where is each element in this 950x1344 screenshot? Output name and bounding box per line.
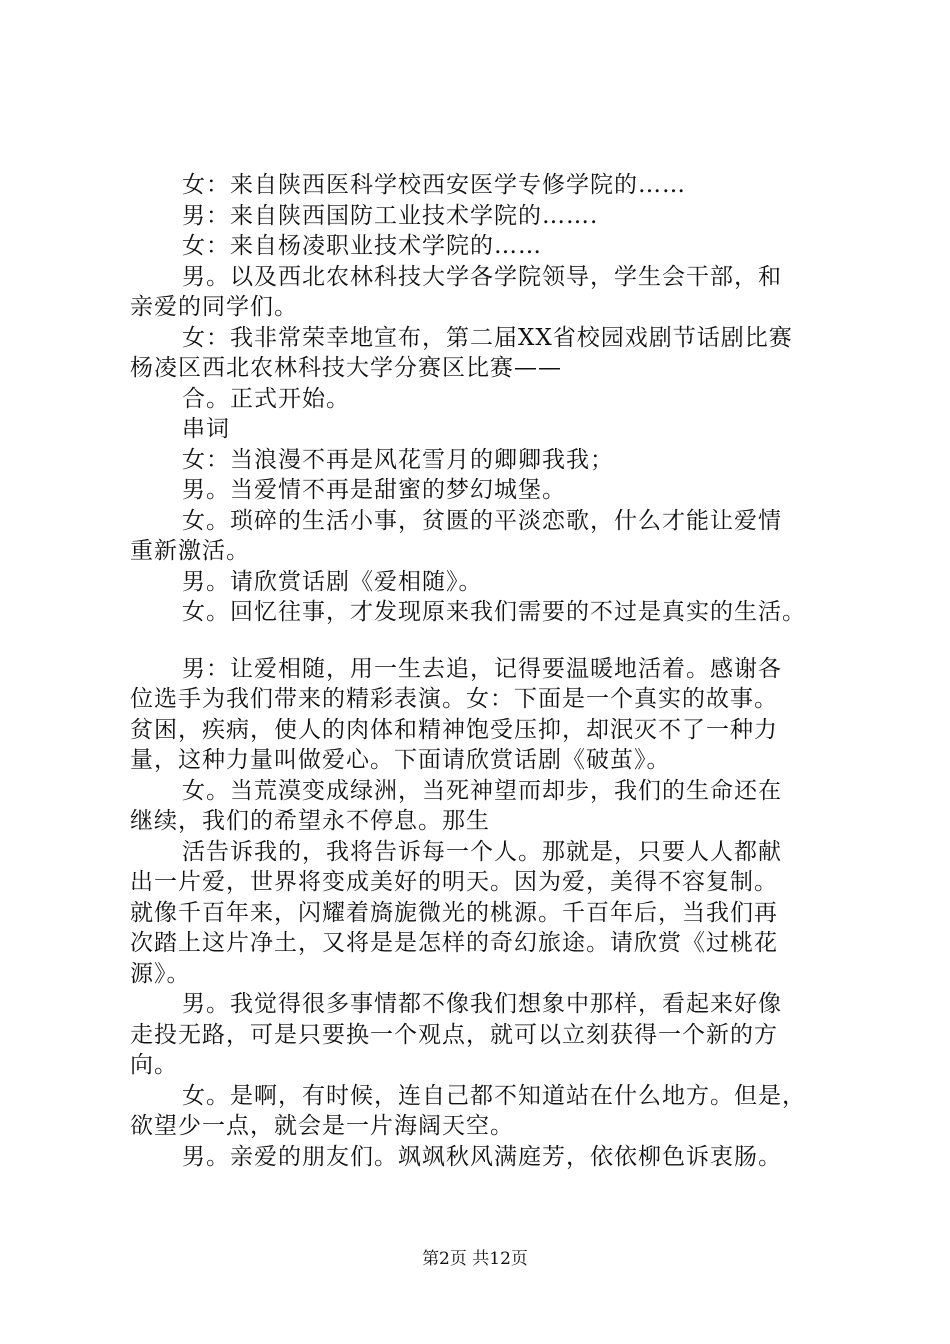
paragraph-line: 次踏上这片净土，又将是是怎样的奇幻旅途。请欣赏《过桃花 — [130, 930, 778, 956]
paragraph-line: 女：来自陕西医科学校西安医学专修学院的…… — [182, 172, 686, 198]
paragraph-line: 女：我非常荣幸地宣布，第二届XX省校园戏剧节话剧比赛 — [182, 324, 793, 351]
paragraph-line: 女。琐碎的生活小事，贫匮的平淡恋歌，什么才能让爱情 — [182, 507, 782, 534]
paragraph-line: 量，这种力量叫做爱心。下面请欣赏话剧《破茧》。 — [130, 747, 671, 773]
paragraph-line: 活告诉我的，我将告诉每一个人。那就是，只要人人都献 — [182, 838, 782, 865]
section-heading: 串词 — [182, 416, 230, 442]
paragraph-line: 女。回忆往事，才发现原来我们需要的不过是真实的生活。 — [182, 599, 806, 625]
document-body — [130, 170, 840, 1172]
paragraph-line: 女：来自杨凌职业技术学院的…… — [182, 233, 542, 259]
paragraph-line: 源》。 — [130, 960, 191, 987]
paragraph-line: 继续，我们的希望永不停息。那生 — [130, 808, 490, 834]
paragraph-line: 位选手为我们带来的精彩表演。女：下面是一个真实的故事。 — [130, 686, 778, 712]
page-number-footer: 第2页 共12页 — [422, 1249, 528, 1269]
paragraph-line: 出一片爱，世界将变成美好的明天。因为爱，美得不容复制。 — [130, 869, 778, 895]
paragraph-line: 女：当浪漫不再是风花雪月的卿卿我我； — [182, 446, 614, 473]
paragraph-line: 亲爱的同学们。 — [130, 294, 298, 320]
paragraph-gap — [130, 628, 840, 654]
paragraph-line: 就像千百年来，闪耀着旖旎微光的桃源。千百年后，当我们再 — [130, 899, 778, 926]
paragraph-line: 合。正式开始。 — [182, 385, 350, 412]
paragraph-line: 男。我觉得很多事情都不像我们想象中那样，看起来好像 — [182, 991, 782, 1017]
paragraph-line: 男。亲爱的朋友们。飒飒秋风满庭芳，依依柳色诉衷肠。 — [182, 1143, 782, 1170]
paragraph-line: 男：来自陕西国防工业技术学院的……. — [182, 202, 599, 229]
paragraph-line: 男。以及西北农林科技大学各学院领导，学生会干部，和 — [182, 263, 782, 290]
paragraph-line: 女。是啊，有时候，连自己都不知道站在什么地方。但是， — [182, 1082, 806, 1109]
paragraph-line: 杨凌区西北农林科技大学分赛区比赛—— — [130, 355, 562, 381]
paragraph-line: 男。当爱情不再是甜蜜的梦幻城堡。 — [182, 477, 566, 503]
paragraph-line: 走投无路，可是只要换一个观点，就可以立刻获得一个新的方 — [130, 1021, 778, 1048]
paragraph-line: 男：让爱相随，用一生去追，记得要温暖地活着。感谢各 — [182, 655, 782, 682]
paragraph-line: 男。请欣赏话剧《爱相随》。 — [182, 568, 483, 595]
paragraph-line: 贫困，疾病，使人的肉体和精神饱受压抑，却泯灭不了一种力 — [130, 716, 778, 743]
paragraph-line: 欲望少一点，就会是一片海阔天空。 — [130, 1113, 514, 1139]
paragraph-line: 女。当荒漠变成绿洲，当死神望而却步，我们的生命还在 — [182, 777, 782, 804]
paragraph-line: 向。 — [130, 1052, 178, 1078]
paragraph-line: 重新激活。 — [130, 538, 250, 564]
